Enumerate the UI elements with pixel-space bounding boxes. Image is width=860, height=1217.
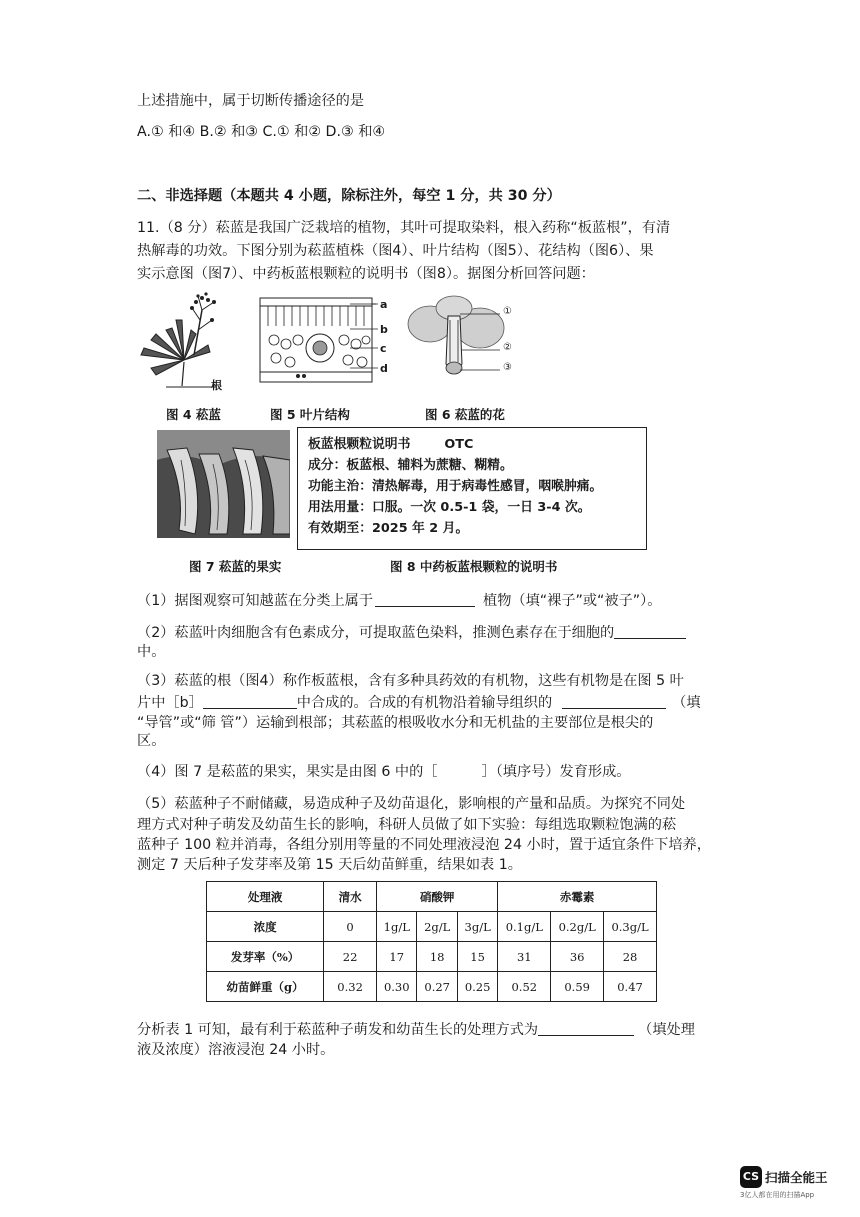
table-cell: 0.32 xyxy=(324,972,377,1002)
figure-7-fruit-photo xyxy=(157,430,290,538)
table-cell: 0.27 xyxy=(417,972,457,1002)
manual-usage: 用法用量：口服。一次 0.5-1 袋，一日 3-4 次。 xyxy=(308,500,591,515)
sub-question-5-line-4: 测定 7 天后种子发芽率及第 15 天后幼苗鲜重，结果如表 1。 xyxy=(137,857,522,873)
figure-5-label-d: d xyxy=(380,362,388,375)
table-cell: 3g/L xyxy=(457,912,497,942)
sub-question-4-text: （4）图 7 是菘蓝的果实，果实是由图 6 中的［ xyxy=(137,764,438,780)
sub-question-1-blank[interactable] xyxy=(375,592,475,607)
manual-ingredients: 成分：板蓝根、辅料为蔗糖、糊精。 xyxy=(308,458,513,473)
table-cell: 0.30 xyxy=(377,972,417,1002)
sub-question-4-hint: ］（填序号）发育形成。 xyxy=(481,764,631,780)
prev-question-options: A.① 和④ B.② 和③ C.① 和② D.③ 和④ xyxy=(137,124,386,140)
figure-5-caption: 图 5 叶片结构 xyxy=(270,407,350,422)
sub-question-3-blank-2[interactable] xyxy=(562,694,666,709)
table-header-kno3: 硝酸钾 xyxy=(377,882,498,912)
figure-6-label-2: ② xyxy=(503,342,512,353)
table-cell: 0.25 xyxy=(457,972,497,1002)
figure-8-medicine-manual xyxy=(297,427,647,550)
table-cell: 28 xyxy=(604,942,657,972)
sub-question-5-line-2: 理方式对种子萌发及幼苗生长的影响，科研人员做了如下实验：每组选取颗粒饱满的菘 xyxy=(137,817,677,833)
table-cell: 15 xyxy=(457,942,497,972)
table-row xyxy=(207,942,657,972)
manual-title-line xyxy=(308,434,646,455)
figure-5-label-b: b xyxy=(380,323,388,336)
sub-question-5-line-1: （5）菘蓝种子不耐储藏，易造成种子及幼苗退化，影响根的产量和品质。为探究不同处 xyxy=(137,796,686,812)
sub-question-3-fill: （填 xyxy=(672,695,701,711)
sub-question-2 xyxy=(137,623,686,643)
table-header-gibberellin: 赤霉素 xyxy=(498,882,657,912)
figure-6-label-3: ③ xyxy=(503,362,512,373)
camscanner-tagline: 3亿人都在用的扫描App xyxy=(740,1191,815,1199)
table-cell: 0.1g/L xyxy=(498,912,551,942)
table-row xyxy=(207,972,657,1002)
table-cell: 2g/L xyxy=(417,912,457,942)
table-cell: 0.47 xyxy=(604,972,657,1002)
table-cell: 18 xyxy=(417,942,457,972)
q11-intro-line-3: 实示意图（图7）、中药板蓝根颗粒的说明书（图8）。据图分析回答问题： xyxy=(137,266,595,282)
analysis-text: 分析表 1 可知，最有利于菘蓝种子萌发和幼苗生长的处理方式为 xyxy=(137,1022,539,1038)
figure-6-flower-drawing xyxy=(402,294,507,380)
sub-question-1-hint: 植物（填“裸子”或“被子”）。 xyxy=(483,593,662,609)
manual-title: 板蓝根颗粒说明书 xyxy=(308,437,411,452)
table-header-solution: 处理液 xyxy=(207,882,324,912)
table-row-label: 幼苗鲜重（g） xyxy=(207,972,324,1002)
section-title: 二、非选择题（本题共 4 小题，除标注外，每空 1 分，共 30 分） xyxy=(137,188,561,204)
sub-question-3-blank-1[interactable] xyxy=(203,694,297,709)
table-cell: 0.59 xyxy=(551,972,604,1002)
table-header-row xyxy=(207,882,657,912)
results-table xyxy=(206,881,657,1002)
analysis-line-2: 液及浓度）溶液浸泡 24 小时。 xyxy=(137,1042,335,1058)
sub-question-2-end: 中。 xyxy=(137,644,166,660)
q11-intro-line-2: 热解毒的功效。下图分别为菘蓝植株（图4）、叶片结构（图5）、花结构（图6）、果 xyxy=(137,243,654,259)
analysis-line-1 xyxy=(137,1020,695,1040)
sub-question-1 xyxy=(137,591,661,611)
table-cell: 1g/L xyxy=(377,912,417,942)
manual-function: 功能主治：清热解毒，用于病毒性感冒，咽喉肿痛。 xyxy=(308,479,603,494)
sub-question-3-label-b: 片中［b］ xyxy=(137,695,203,711)
figure-4-caption: 图 4 菘蓝 xyxy=(166,407,221,422)
figure-4-root-label: 根 xyxy=(211,379,222,392)
analysis-hint: （填处理 xyxy=(638,1022,695,1038)
table-cell: 0 xyxy=(324,912,377,942)
sub-question-1-text: （1）据图观察可知越蓝在分类上属于 xyxy=(137,593,374,609)
camscanner-name: 扫描全能王 xyxy=(765,1170,828,1185)
sub-question-2-blank[interactable] xyxy=(614,624,686,639)
figure-8-caption: 图 8 中药板蓝根颗粒的说明书 xyxy=(390,559,558,574)
sub-question-3-line-1: （3）菘蓝的根（图4）称作板蓝根，含有多种具药效的有机物，这些有机物是在图 5 叶 xyxy=(137,673,684,689)
figure-7-caption: 图 7 菘蓝的果实 xyxy=(189,559,282,574)
sub-question-5-line-3: 蓝种子 100 粒并消毒，各组分别用等量的不同处理液浸泡 24 小时，置于适宜条件下培养， xyxy=(137,837,711,853)
table-cell: 0.2g/L xyxy=(551,912,604,942)
table-cell: 22 xyxy=(324,942,377,972)
q11-intro-line-1: 11.（8 分）菘蓝是我国广泛栽培的植物，其叶可提取染料，根入药称“板蓝根”，有清 xyxy=(137,220,671,236)
table-row xyxy=(207,912,657,942)
figure-5-leader-lines xyxy=(350,300,380,372)
table-cell: 0.3g/L xyxy=(604,912,657,942)
sub-question-3-line-3: “导管”或“筛 管”）运输到根部；其菘蓝的根吸收水分和无机盐的主要部位是根尖的 xyxy=(137,715,654,731)
manual-expiry: 有效期至：2025 年 2 月。 xyxy=(308,521,469,536)
sub-question-3-mid: 中合成的。合成的有机物沿着输导组织的 xyxy=(296,695,553,711)
sub-question-3-line-2 xyxy=(137,693,701,713)
table-header-water: 清水 xyxy=(324,882,377,912)
table-cell: 17 xyxy=(377,942,417,972)
sub-question-2-text: （2）菘蓝叶肉细胞含有色素成分，可提取蓝色染料，推测色素存在于细胞的 xyxy=(137,625,615,641)
table-cell: 31 xyxy=(498,942,551,972)
figure-6-caption: 图 6 菘蓝的花 xyxy=(425,407,505,422)
sub-question-4 xyxy=(137,762,630,782)
table-cell: 0.52 xyxy=(498,972,551,1002)
figure-6-label-1: ① xyxy=(503,306,512,317)
analysis-blank[interactable] xyxy=(538,1021,634,1036)
manual-otc: OTC xyxy=(444,437,474,452)
prev-question-text: 上述措施中，属于切断传播途径的是 xyxy=(137,93,365,109)
camscanner-logo-icon: CS xyxy=(740,1166,762,1188)
camscanner-watermark xyxy=(740,1166,828,1200)
figure-5-label-a: a xyxy=(380,298,388,311)
table-cell: 36 xyxy=(551,942,604,972)
table-row-label: 发芽率（%） xyxy=(207,942,324,972)
sub-question-3-line-4: 区。 xyxy=(137,733,166,749)
figure-5-label-c: c xyxy=(380,342,387,355)
table-row-label: 浓度 xyxy=(207,912,324,942)
